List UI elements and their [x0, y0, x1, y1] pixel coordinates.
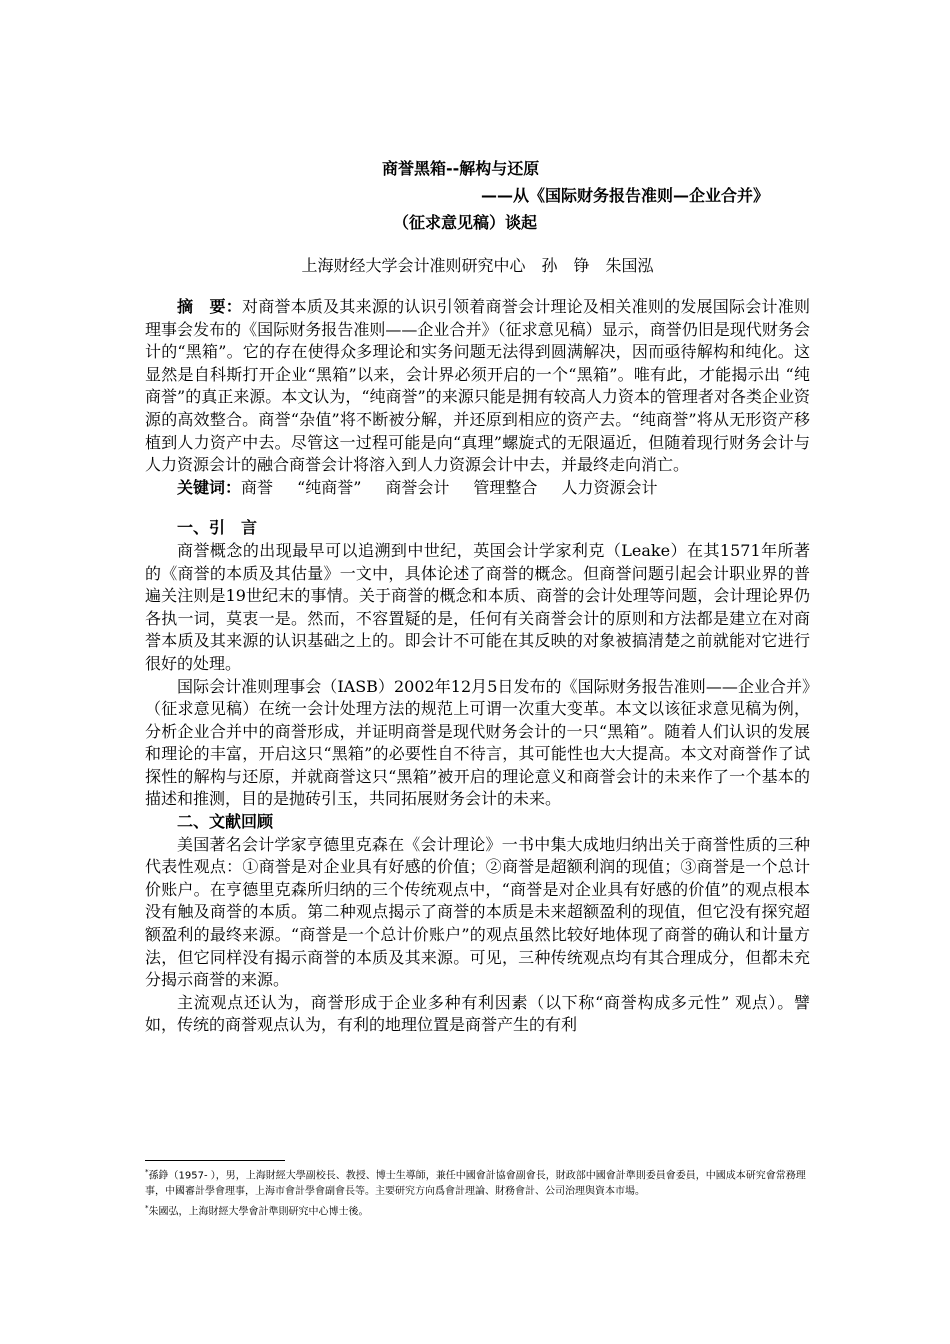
keyword: 人力资源会计 — [561, 477, 658, 497]
paragraph: 主流观点还认为，商誉形成于企业多种有利因素（以下称“商誉构成多元性” 观点）。譬如，传统的商誉观点认为，有利的地理位置是商誉产生的有利 — [145, 992, 810, 1035]
footnote-mark: * — [145, 1168, 149, 1176]
keyword: “纯商誉” — [297, 477, 362, 497]
keywords-line — [145, 477, 810, 500]
paragraph: 国际会计准则理事会（IASB）2002年12月5日发布的《国际财务报告准则——企业合并》（征求意见稿）在统一会计处理方法的规范上可谓一次重大变革。本文以该征求意见稿为例，分析企业合并中的商誉形成，并证明商誉是现代财务会计的一只“黑箱”。随着人们认识的发展和理论的丰富，开启这只“黑箱”的必要性自不待言，其可能性也大大提高。本文对商誉作了试探性的解构与还原，并就商誉这只“黑箱”被开启的理论意义和商誉会计的未来作了一个基本的描述和推测，目的是抛砖引玉，共同拓展财务会计的未来。 — [145, 676, 810, 809]
abstract-label: 摘 要： — [177, 297, 242, 316]
keyword: 商誉会计 — [385, 477, 450, 497]
footnote-text: 朱國弘，上海財經大學會計準則研究中心博士後。 — [148, 1206, 369, 1218]
footnotes — [145, 1164, 810, 1221]
abstract-text: 对商誉本质及其来源的认识引领着商誉会计理论及相关准则的发展国际会计准则理事会发布的《国际财务报告准则——企业合并》（征求意见稿）显示，商誉仍旧是现代财务会计的“黑箱”。它的存在使得众多理论和实务问题无法得到圆满解决，因而亟待解构和纯化。这显然是自科斯打开企业“黑箱”以来，会计界必须开启的一个“黑箱”。唯有此，才能揭示出 “纯商誉”的真正来源。本文认为，“纯商誉”的来源只能是拥有较高人力资本的管理者对各类企业资源的高效整合。商誉“杂值”将不断被分解，并还原到相应的资产去。“纯商誉”将从无形资产移植到人力资产中去。尽管这一过程可能是向“真理”螺旋式的无限逼近，但随着现行财务会计与人力资源会计的融合商誉会计将溶入到人力资源会计中去，并最终走向消亡。 — [145, 297, 810, 475]
footnote-text: 孫錚（1957- ），男，上海財經大學副校長、教授、博士生導師，兼任中國會計協會副會長，財政部中國會計準則委員會委員，中國成本研究會常務理事，中國審計學會理事，上海市會計學會副會長等。主要研究方向爲會計理論、財務會計、公司治理與資本市場。 — [145, 1170, 806, 1198]
authors-line: 上海财经大学会计准则研究中心 孙 铮 朱国泓 — [301, 256, 654, 275]
title-block — [145, 155, 810, 236]
paragraph: 美国著名会计学家亨德里克森在《会计理论》一书中集大成地归纳出关于商誉性质的三种代表性观点：①商誉是对企业具有好感的价值；②商誉是超额利润的现值；③商誉是一个总计价账户。在亨德里克森所归纳的三个传统观点中，“商誉是对企业具有好感的价值”的观点根本没有触及商誉的本质。第二种观点揭示了商誉的本质是未来超额盈利的现值，但它没有探究超额盈利的最终来源。“商誉是一个总计价账户”的观点虽然比较好地体现了商誉的确认和计量方法，但它同样没有揭示商誉的本质及其来源。可见，三种传统观点均有其合理成分，但都未充分揭示商誉的来源。 — [145, 834, 810, 990]
keyword: 商誉 — [241, 477, 274, 497]
abstract-paragraph — [145, 296, 810, 477]
title-line-3: （征求意见稿）谈起 — [393, 213, 538, 232]
body-text — [145, 296, 810, 1037]
footnote-divider — [145, 1160, 285, 1161]
footnote-mark: * — [145, 1204, 149, 1213]
keywords-label: 关键词： — [177, 477, 242, 497]
paragraph: 商誉概念的出现最早可以追溯到中世纪，英国会计学家利克（Leake）在其1571年所著的《商誉的本质及其估量》一文中，具体论述了商誉的概念。但商誉问题引起会计职业界的普遍关注则是19世纪末的事情。关于商誉的概念和本质、商誉的会计处理等问题，会计理论界仍各执一词，莫衷一是。然而，不容置疑的是，任何有关商誉会计的原则和方法都是建立在对商誉本质及其来源的认识基础之上的。即会计不可能在其反映的对象被搞清楚之前就能对它进行很好的处理。 — [145, 540, 810, 673]
footnote — [145, 1164, 810, 1200]
paper-page — [145, 155, 810, 1037]
keyword: 管理整合 — [473, 477, 538, 497]
title-line-1: 商誉黑箱--解构与还原 — [382, 159, 540, 178]
section-heading-intro: 一、引 言 — [177, 518, 258, 538]
section-heading-literature: 二、文献回顾 — [177, 812, 274, 832]
title-line-2: ——从《国际财务报告准则—企业合并》 — [481, 186, 770, 205]
footnote — [145, 1200, 810, 1220]
